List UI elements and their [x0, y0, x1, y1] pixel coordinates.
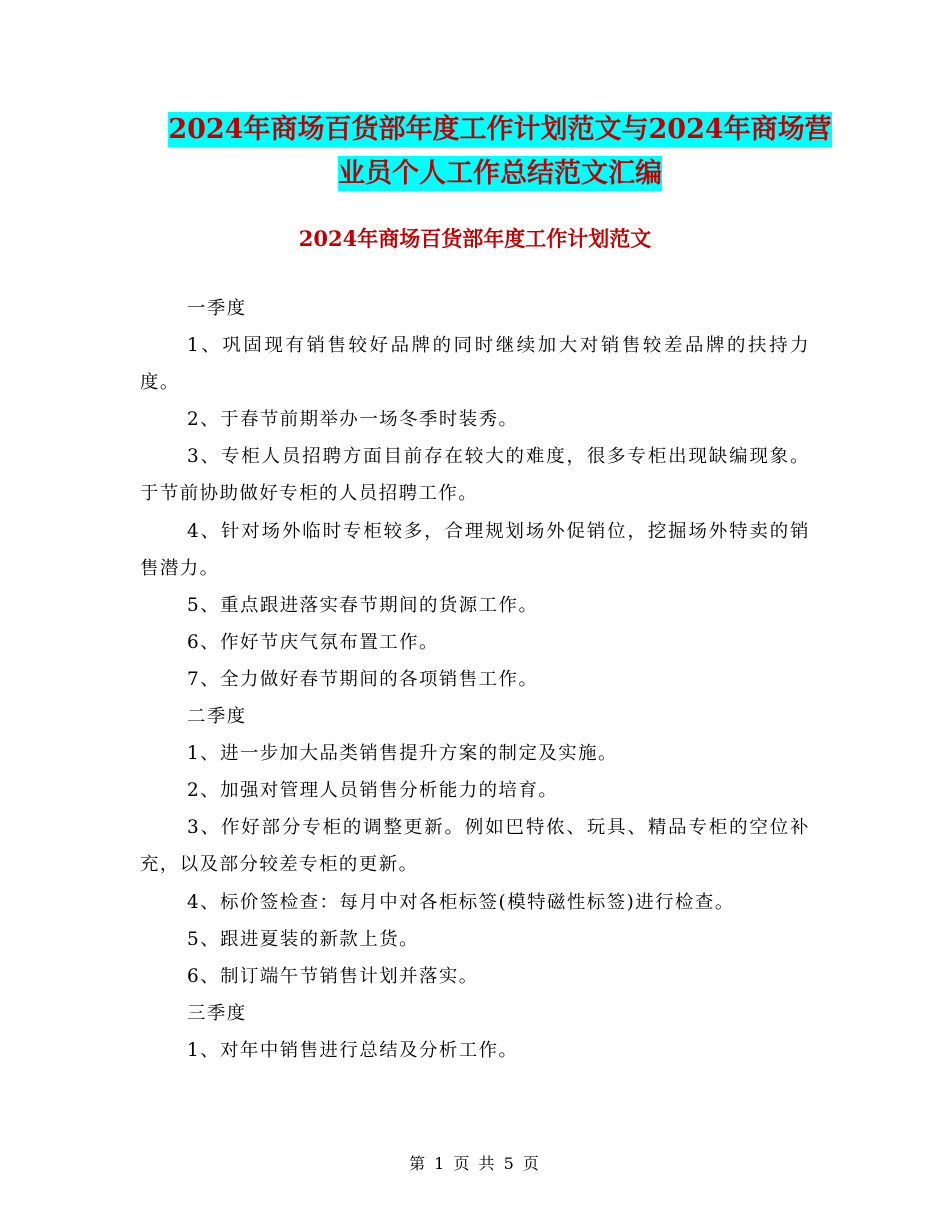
paragraph: 3、专柜人员招聘方面目前存在较大的难度，很多专柜出现缺编现象。于节前协助做好专柜的人员招聘工作。 [140, 446, 810, 505]
paragraph-q1-heading: 一季度 [187, 298, 247, 319]
page-footer: 第 1 页 共 5 页 [409, 1154, 541, 1173]
paragraph: 1、对年中销售进行总结及分析工作。 [187, 1039, 519, 1061]
paragraph: 3、作好部分专柜的调整更新。例如巴特侬、玩具、精品专柜的空位补充，以及部分较差专柜的更新。 [140, 817, 810, 876]
paragraph: 5、跟进夏装的新款上货。 [187, 928, 419, 950]
document-body [140, 290, 810, 1069]
paragraph: 1、进一步加大品类销售提升方案的制定及实施。 [187, 743, 618, 765]
paragraph: 5、重点跟进落实春节期间的货源工作。 [187, 594, 539, 616]
document-title-line-1: 2024年商场百货部年度工作计划范文与2024年商场营 [168, 114, 832, 145]
paragraph-q2-heading: 二季度 [187, 706, 247, 728]
paragraph: 6、作好节庆气氛布置工作。 [187, 631, 439, 653]
paragraph: 1、巩固现有销售较好品牌的同时继续加大对销售较差品牌的扶持力度。 [140, 335, 810, 394]
section-title: 2024年商场百货部年度工作计划范文 [298, 226, 652, 251]
paragraph: 2、于春节前期举办一场冬季时装秀。 [187, 409, 519, 431]
document-title-line-2: 业员个人工作总结范文汇编 [338, 158, 662, 189]
paragraph: 4、针对场外临时专柜较多，合理规划场外促销位，挖掘场外特卖的销售潜力。 [140, 520, 810, 579]
paragraph: 6、制订端午节销售计划并落实。 [187, 965, 479, 987]
paragraph: 4、标价签检查：每月中对各柜标签(模特磁性标签)进行检查。 [187, 891, 735, 913]
paragraph: 7、全力做好春节期间的各项销售工作。 [187, 668, 539, 690]
paragraph: 2、加强对管理人员销售分析能力的培育。 [187, 780, 559, 802]
document-title [140, 108, 860, 196]
paragraph-q3-heading: 三季度 [187, 1002, 247, 1024]
